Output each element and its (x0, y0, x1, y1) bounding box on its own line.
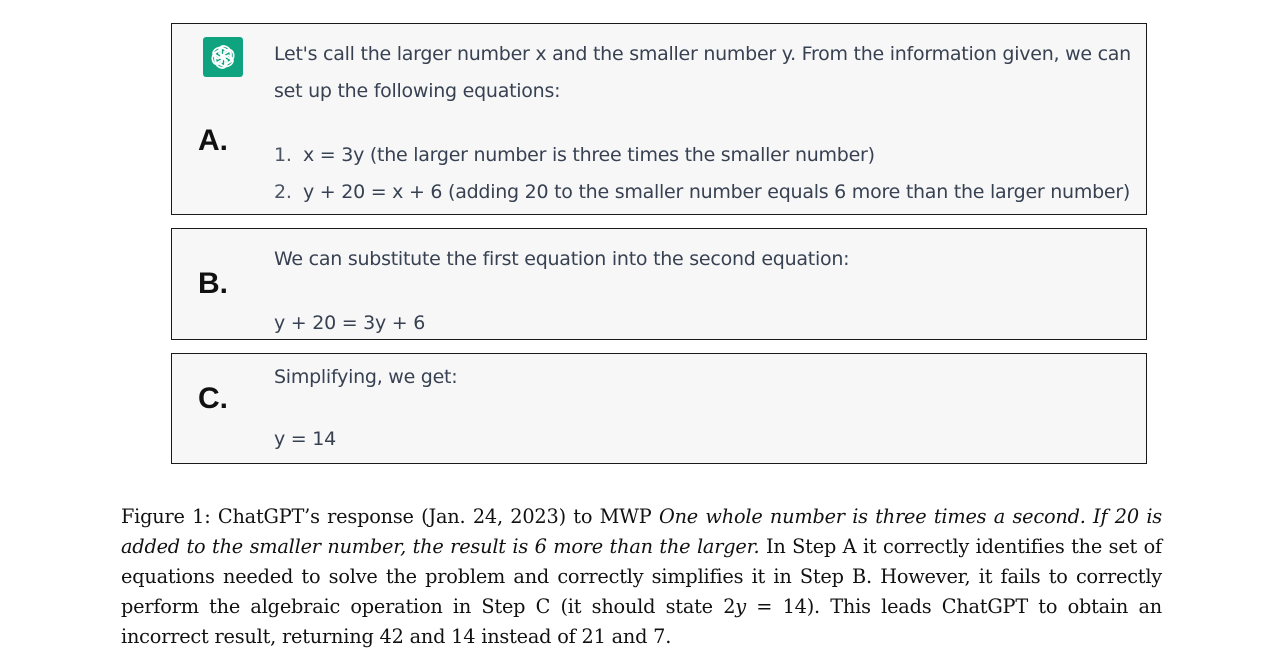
step-b-equation: y + 20 = 3y + 6 (274, 312, 426, 334)
step-b-text-line: We can substitute the first equation into the second equation: (274, 248, 850, 270)
step-b-panel (171, 228, 1147, 340)
caption-prefix: Figure 1: ChatGPT’s response (Jan. 24, 2023) to MWP (121, 505, 659, 528)
step-b-label: B. (198, 267, 228, 300)
caption-problem-statement: One whole number is three times a second. If 20 is added to the smaller number, the result is 6 more than the larger. (121, 505, 1162, 558)
step-a-label: A. (198, 124, 228, 157)
caption-body-2: ). This leads ChatGPT to obtain an incorrect result, returning 42 and 14 instead of 21 and 7. (121, 595, 1162, 648)
caption-body-1: In Step A it correctly identifies the set of equations needed to solve the problem and correctly simplifies it in Step B. However, it fails to correctly perform the algebraic operation in Step C (it should state (121, 535, 1162, 618)
step-a-text-line-1: Let's call the larger number x and the smaller number y. From the information given, we can (274, 43, 1131, 65)
step-a-text-line-2: set up the following equations: (274, 80, 561, 102)
math-rest: = 14 (745, 595, 807, 618)
step-c-equation: y = 14 (274, 428, 336, 450)
list-item-text: y + 20 = x + 6 (adding 20 to the smaller number equals 6 more than the larger number) (303, 181, 1131, 203)
step-a-panel (171, 23, 1147, 215)
list-number: 1. (274, 144, 292, 166)
caption-math (723, 595, 807, 618)
figure-caption (121, 502, 1162, 652)
equation-list-item-2 (274, 181, 1130, 203)
step-c-panel (171, 353, 1147, 464)
step-c-label: C. (198, 382, 228, 415)
list-number: 2. (274, 181, 292, 203)
chatgpt-logo-icon (203, 37, 243, 77)
list-item-text: x = 3y (the larger number is three times the smaller number) (303, 144, 875, 166)
step-c-text-line: Simplifying, we get: (274, 366, 458, 388)
math-variable: y (735, 595, 746, 618)
math-coefficient: 2 (723, 595, 736, 618)
equation-list-item-1 (274, 144, 875, 166)
